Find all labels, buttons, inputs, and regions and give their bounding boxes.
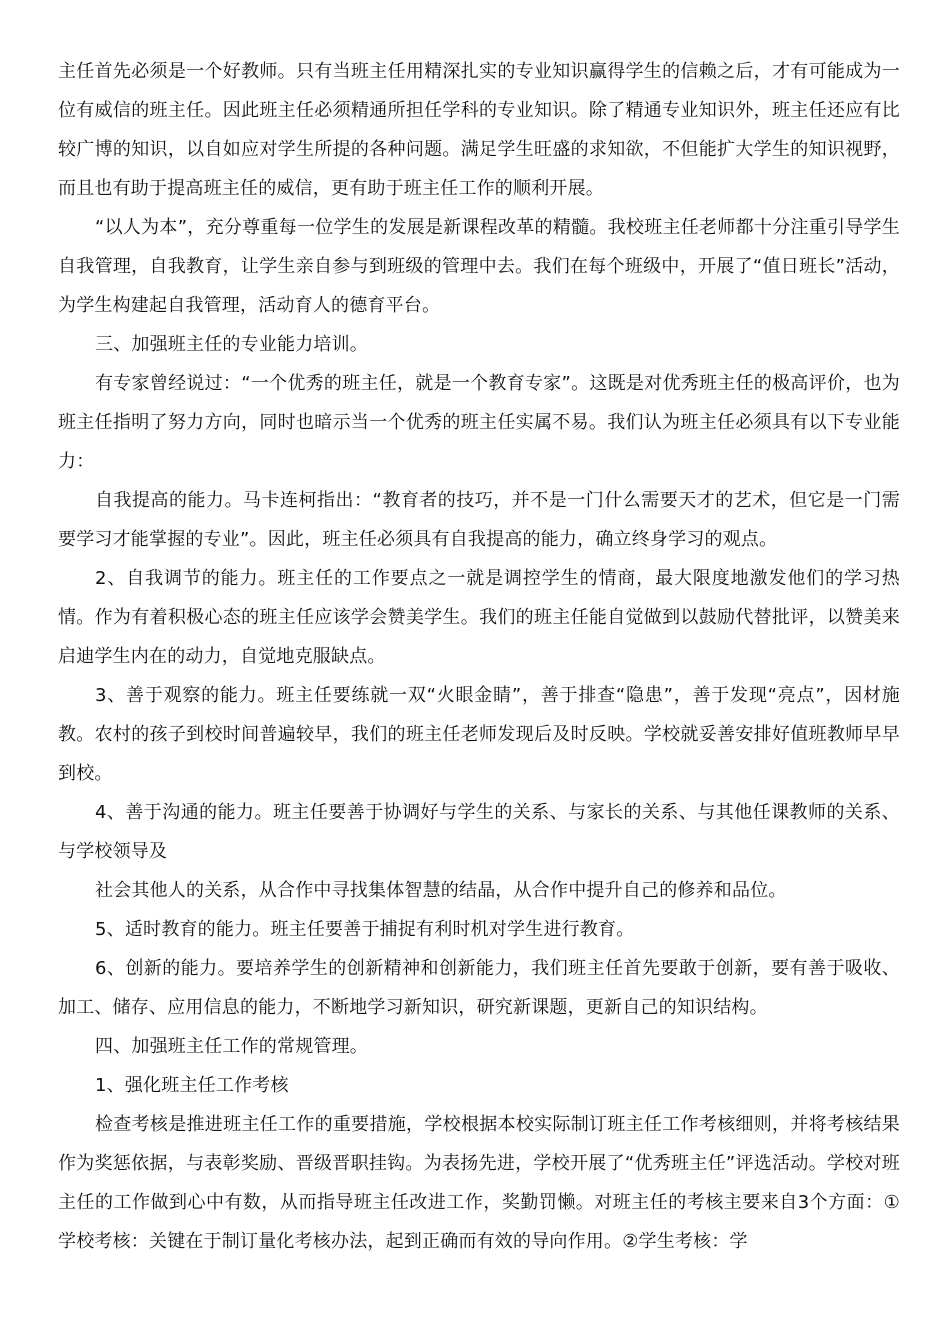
document-body	[58, 52, 900, 1261]
paragraph-continuation: 主任首先必须是一个好教师。只有当班主任用精深扎实的专业知识赢得学生的信赖之后，才有可能成为一位有威信的班主任。因此班主任必须精通所担任学科的专业知识。除了精通专业知识外，班主任还应有比较广博的知识，以自如应对学生所提的各种问题。满足学生旺盛的求知欲，不但能扩大学生的知识视野，而且也有助于提高班主任的威信，更有助于班主任工作的顺利开展。	[58, 61, 900, 199]
section-heading-three: 三、加强班主任的专业能力培训。	[95, 334, 368, 355]
paragraph-innovation: 6、创新的能力。要培养学生的创新精神和创新能力，我们班主任首先要敢于创新，要有善于吸收、加工、储存、应用信息的能力，不断地学习新知识，研究新课题，更新自己的知识结构。	[58, 958, 900, 1018]
subheading-assessment: 1、强化班主任工作考核	[95, 1075, 289, 1096]
paragraph-observation: 3、善于观察的能力。班主任要练就一双“火眼金睛”，善于排查“隐患”，善于发现“亮点”，因材施教。农村的孩子到校时间普遍较早，我们的班主任老师发现后及时反映。学校就妥善安排好值班教师早早到校。	[58, 685, 900, 784]
paragraph-people-oriented: “以人为本”，充分尊重每一位学生的发展是新课程改革的精髓。我校班主任老师都十分注重引导学生自我管理，自我教育，让学生亲自参与到班级的管理中去。我们在每个班级中，开展了“值日班长”活动，为学生构建起自我管理，活动育人的德育平台。	[58, 217, 900, 316]
paragraph-assessment: 检查考核是推进班主任工作的重要措施，学校根据本校实际制订班主任工作考核细则，并将考核结果作为奖惩依据，与表彰奖励、晋级晋职挂钩。为表扬先进，学校开展了“优秀班主任”评选活动。学校对班主任的工作做到心中有数，从而指导班主任改进工作，奖勤罚懒。对班主任的考核主要来自3个方面：①学校考核：关键在于制订量化考核办法，起到正确而有效的导向作用。②学生考核：学	[58, 1114, 900, 1252]
paragraph-self-regulation: 2、自我调节的能力。班主任的工作要点之一就是调控学生的情商，最大限度地激发他们的学习热情。作为有着积极心态的班主任应该学会赞美学生。我们的班主任能自觉做到以鼓励代替批评，以赞美来启迪学生内在的动力，自觉地克服缺点。	[58, 568, 900, 667]
section-heading-four: 四、加强班主任工作的常规管理。	[95, 1036, 368, 1057]
paragraph-timely-education: 5、适时教育的能力。班主任要善于捕捉有利时机对学生进行教育。	[95, 919, 635, 940]
paragraph-communication-continued: 社会其他人的关系，从合作中寻找集体智慧的结晶，从合作中提升自己的修养和品位。	[95, 880, 787, 901]
paragraph-self-improvement: 自我提高的能力。马卡连柯指出：“教育者的技巧，并不是一门什么需要天才的艺术，但它是一门需要学习才能掌握的专业”。因此，班主任必须具有自我提高的能力，确立终身学习的观点。	[58, 490, 900, 550]
paragraph-expert-quote: 有专家曾经说过：“一个优秀的班主任，就是一个教育专家”。这既是对优秀班主任的极高评价，也为班主任指明了努力方向，同时也暗示当一个优秀的班主任实属不易。我们认为班主任必须具有以下专业能力：	[58, 373, 900, 472]
paragraph-communication: 4、善于沟通的能力。班主任要善于协调好与学生的关系、与家长的关系、与其他任课教师的关系、与学校领导及	[58, 802, 900, 862]
